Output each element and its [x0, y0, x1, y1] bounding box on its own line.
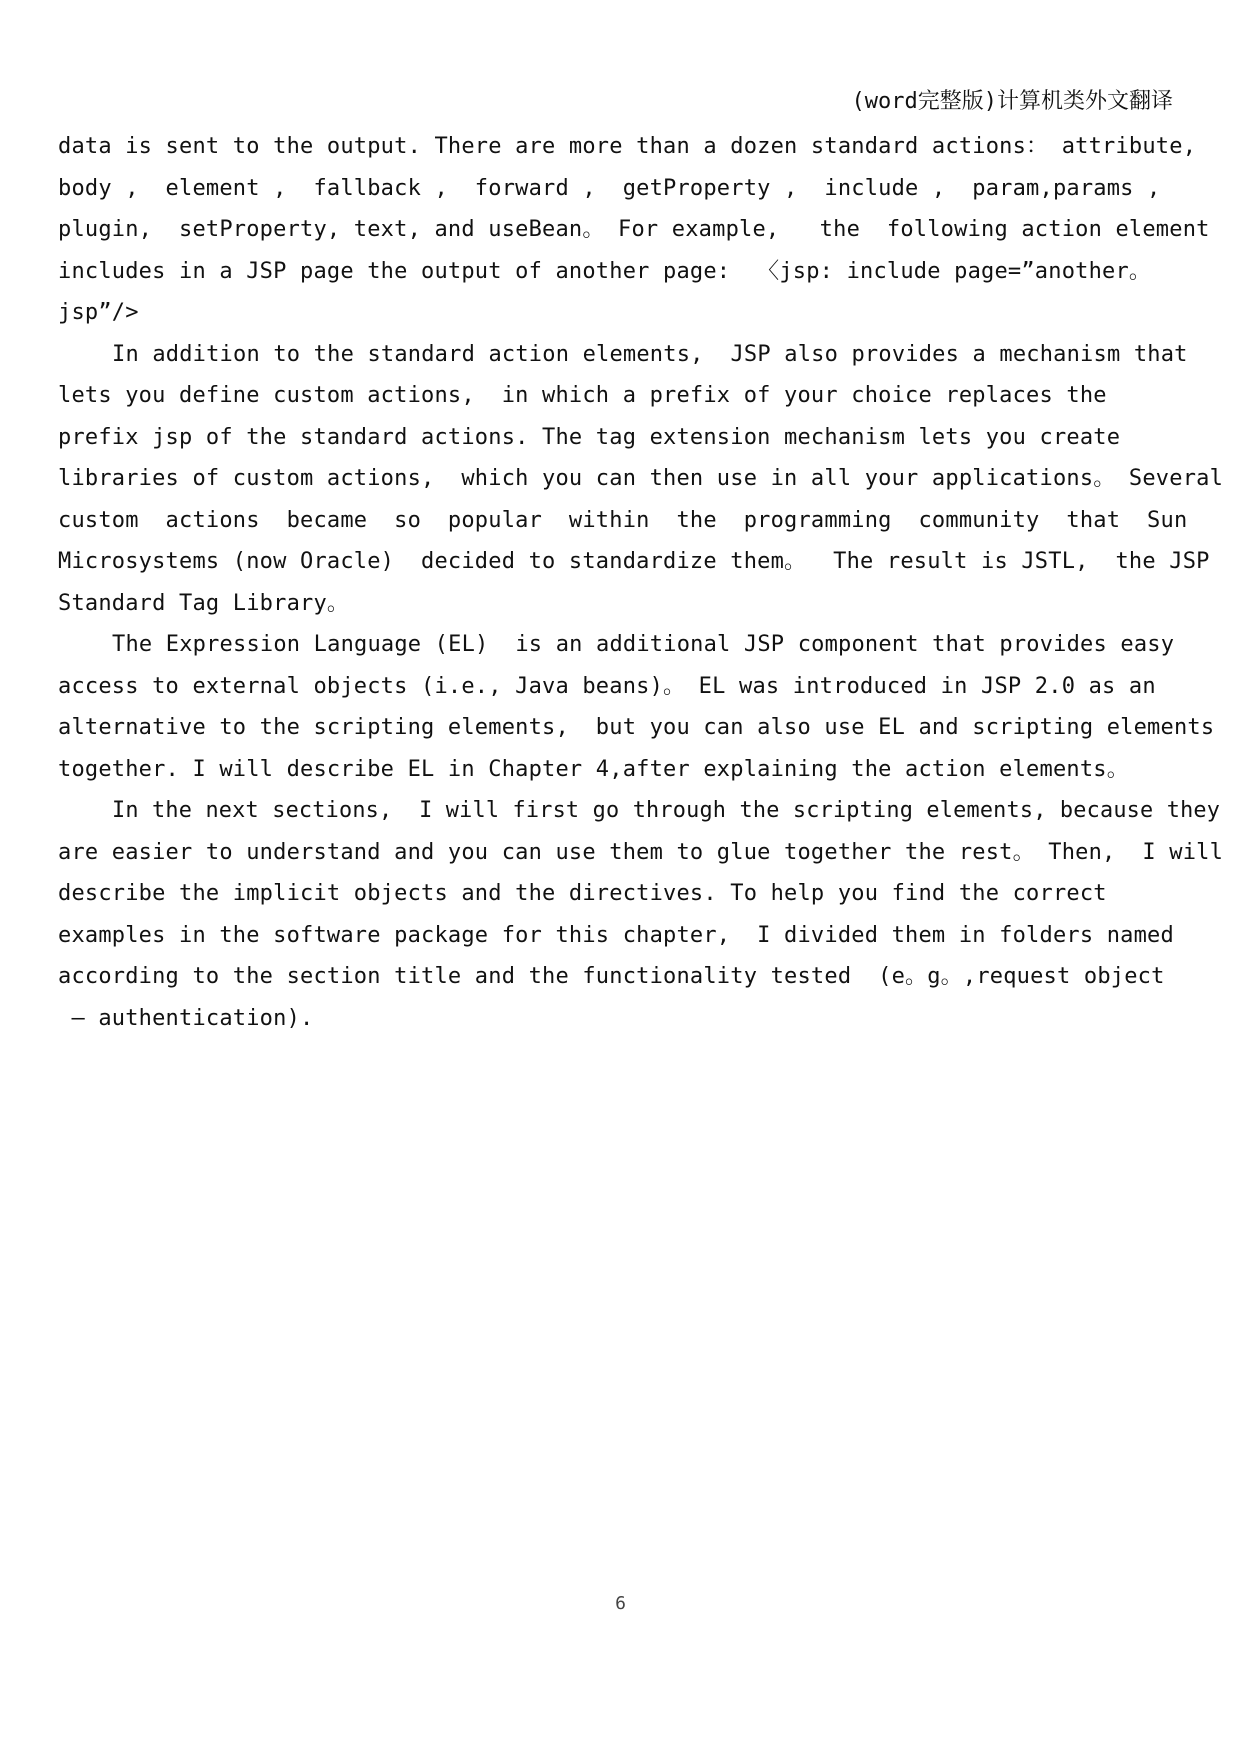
text-line: includes in a JSP page the output of another page: 〈jsp: include page=”another。: [58, 258, 1152, 284]
paragraph: [58, 790, 1226, 1039]
paragraph: [58, 334, 1226, 625]
text-line: In addition to the standard action elements, JSP also provides a mechanism that: [112, 341, 1188, 367]
text-line: access to external objects (i.e., Java beans)。 EL was introduced in JSP 2.0 as an: [58, 673, 1156, 699]
text-line: examples in the software package for this chapter, I divided them in folders named: [58, 922, 1174, 948]
text-line: body , element , fallback , forward , getProperty , include , param,params ,: [58, 175, 1161, 201]
text-line: Microsystems (now Oracle) decided to standardize them。 The result is JSTL, the JSP: [58, 549, 1210, 574]
text-line: describe the implicit objects and the directives. To help you find the correct: [58, 881, 1107, 906]
text-line: data is sent to the output. There are more than a dozen standard actions： attribute,: [58, 134, 1197, 159]
body-text: [58, 126, 1226, 1039]
text-line: lets you define custom actions, in which a prefix of your choice replaces the: [58, 383, 1107, 408]
paragraph: [58, 624, 1226, 790]
text-line: alternative to the scripting elements, but you can also use EL and scripting elements: [58, 715, 1215, 740]
paragraph: [58, 126, 1226, 334]
text-line: together. I will describe EL in Chapter 4,after explaining the action elements。: [58, 756, 1129, 782]
text-line: jsp”/>: [58, 300, 139, 325]
text-line: – authentication).: [58, 1005, 314, 1031]
text-line: according to the section title and the functionality tested (e。g。,request object: [58, 964, 1165, 989]
text-line: prefix jsp of the standard actions. The tag extension mechanism lets you create: [58, 424, 1121, 450]
document-header: (word完整版)计算机类外文翻译: [851, 89, 1173, 114]
text-line: custom actions became so popular within the programming community that Sun: [58, 507, 1188, 533]
text-line: plugin, setProperty, text, and useBean。 For example, the following action element: [58, 217, 1210, 242]
text-line: The Expression Language (EL) is an additional JSP component that provides easy: [112, 632, 1175, 657]
page-number: 6: [615, 1593, 626, 1614]
text-line: are easier to understand and you can use them to glue together the rest。 Then, I will: [58, 839, 1224, 865]
text-line: Standard Tag Library。: [58, 590, 350, 616]
text-line: In the next sections, I will first go through the scripting elements, because they: [112, 798, 1221, 823]
text-line: libraries of custom actions, which you can then use in all your applications。 Several: [58, 466, 1224, 491]
